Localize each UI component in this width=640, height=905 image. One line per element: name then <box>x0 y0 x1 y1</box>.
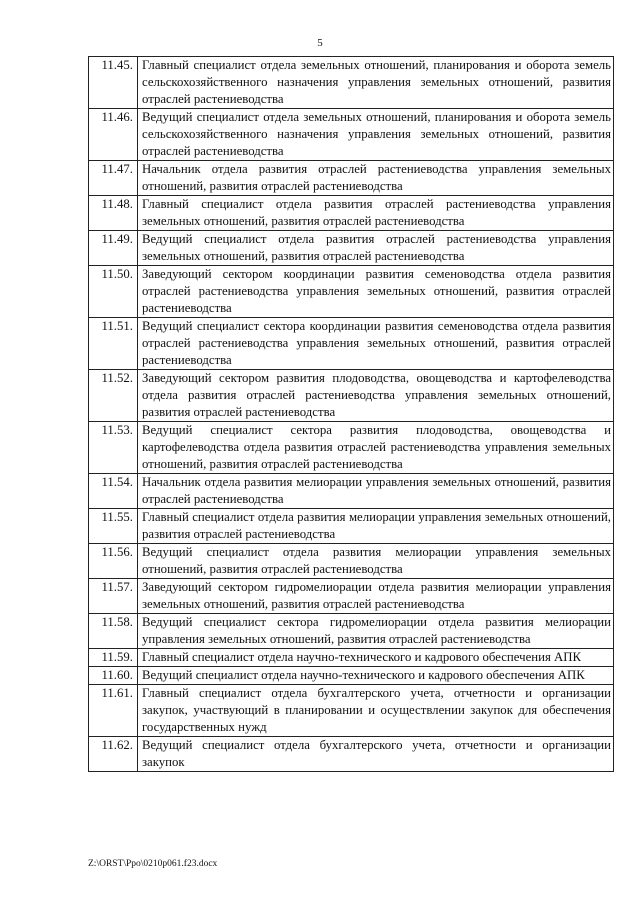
row-number: 11.48. <box>89 196 138 231</box>
positions-table-body <box>89 57 614 772</box>
position-title: Ведущий специалист отдела бухгалтерского учета, отчетности и организации закупок <box>138 737 614 772</box>
row-number: 11.53. <box>89 422 138 474</box>
position-title: Ведущий специалист отдела развития мелиорации управления земельных отношений, развития отраслей растениеводства <box>138 544 614 579</box>
table-row <box>89 57 614 109</box>
position-title: Ведущий специалист сектора гидромелиорации отдела развития мелиорации управления земельных отношений, развития отраслей растениеводства <box>138 614 614 649</box>
position-title: Главный специалист отдела развития отраслей растениеводства управления земельных отношений, развития отраслей растениеводства <box>138 196 614 231</box>
position-title: Ведущий специалист отдела научно-технического и кадрового обеспечения АПК <box>138 667 614 685</box>
table-row <box>89 266 614 318</box>
positions-table <box>88 56 614 772</box>
row-number: 11.61. <box>89 685 138 737</box>
table-row <box>89 231 614 266</box>
row-number: 11.56. <box>89 544 138 579</box>
row-number: 11.60. <box>89 667 138 685</box>
row-number: 11.47. <box>89 161 138 196</box>
table-row <box>89 667 614 685</box>
position-title: Заведующий сектором гидромелиорации отдела развития мелиорации управления земельных отношений, развития отраслей растениеводства <box>138 579 614 614</box>
position-title: Ведущий специалист отдела развития отраслей растениеводства управления земельных отношений, развития отраслей растениеводства <box>138 231 614 266</box>
position-title: Ведущий специалист сектора развития плодоводства, овощеводства и картофелеводства отдела развития отраслей растениеводства управления земельных отношений, развития отраслей растениеводства <box>138 422 614 474</box>
position-title: Ведущий специалист отдела земельных отношений, планирования и оборота земель сельскохозяйственного назначения управления земельных отношений, развития отраслей растениеводства <box>138 109 614 161</box>
position-title: Главный специалист отдела бухгалтерского учета, отчетности и организации закупок, участвующий в планировании и осуществлении закупок для обеспечения государственных нужд <box>138 685 614 737</box>
page-number: 5 <box>317 37 323 49</box>
position-title: Начальник отдела развития мелиорации управления земельных отношений, развития отраслей растениеводства <box>138 474 614 509</box>
table-row <box>89 737 614 772</box>
position-title: Заведующий сектором развития плодоводства, овощеводства и картофелеводства отдела развития отраслей растениеводства управления земельных отношений, развития отраслей растениеводства <box>138 370 614 422</box>
table-row <box>89 685 614 737</box>
position-title: Главный специалист отдела научно-технического и кадрового обеспечения АПК <box>138 649 614 667</box>
position-title: Ведущий специалист сектора координации развития семеноводства отдела развития отраслей растениеводства управления земельных отношений, развития отраслей растениеводства <box>138 318 614 370</box>
table-row <box>89 422 614 474</box>
row-number: 11.62. <box>89 737 138 772</box>
position-title: Главный специалист отдела развития мелиорации управления земельных отношений, развития отраслей растениеводства <box>138 509 614 544</box>
row-number: 11.59. <box>89 649 138 667</box>
table-row <box>89 509 614 544</box>
row-number: 11.54. <box>89 474 138 509</box>
table-row <box>89 544 614 579</box>
table-row <box>89 161 614 196</box>
table-row <box>89 196 614 231</box>
position-title: Начальник отдела развития отраслей растениеводства управления земельных отношений, развития отраслей растениеводства <box>138 161 614 196</box>
table-row <box>89 109 614 161</box>
row-number: 11.55. <box>89 509 138 544</box>
position-title: Заведующий сектором координации развития семеноводства отдела развития отраслей растениеводства управления земельных отношений, развития отраслей растениеводства <box>138 266 614 318</box>
row-number: 11.49. <box>89 231 138 266</box>
row-number: 11.45. <box>89 57 138 109</box>
table-row <box>89 649 614 667</box>
position-title: Главный специалист отдела земельных отношений, планирования и оборота земель сельскохозяйственного назначения управления земельных отношений, развития отраслей растениеводства <box>138 57 614 109</box>
row-number: 11.57. <box>89 579 138 614</box>
row-number: 11.50. <box>89 266 138 318</box>
row-number: 11.58. <box>89 614 138 649</box>
table-row <box>89 614 614 649</box>
row-number: 11.46. <box>89 109 138 161</box>
table-row <box>89 474 614 509</box>
footer-file-path: Z:\ORST\Ppo\0210p061.f23.docx <box>88 859 218 869</box>
table-row <box>89 579 614 614</box>
table-row <box>89 318 614 370</box>
row-number: 11.51. <box>89 318 138 370</box>
table-row <box>89 370 614 422</box>
row-number: 11.52. <box>89 370 138 422</box>
